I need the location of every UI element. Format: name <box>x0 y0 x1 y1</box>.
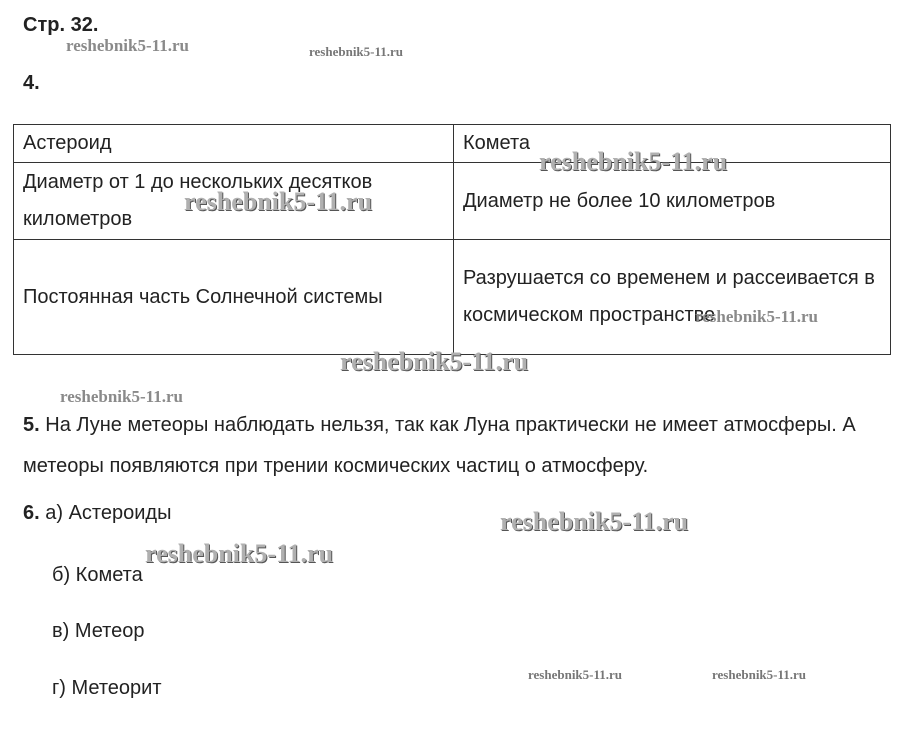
page-title: Стр. 32. <box>23 14 99 36</box>
task-6-first-line <box>23 502 171 525</box>
task-6-answer: б) Комета <box>52 564 143 586</box>
task-5-number: 5. <box>23 414 40 436</box>
table-header-cell: Астероид <box>14 125 454 163</box>
table-header-cell: Комета <box>454 125 891 163</box>
watermark: reshebnik5-11.ru <box>184 187 373 216</box>
table-row <box>14 240 891 355</box>
watermark: reshebnik5-11.ru <box>60 387 183 406</box>
watermark: reshebnik5-11.ru <box>500 507 689 536</box>
table-cell: Разрушается со временем и рассеивается в космическом пространстве <box>454 240 891 355</box>
task-4-number: 4. <box>23 72 40 94</box>
table-cell: Постоянная часть Солнечной системы <box>14 240 454 355</box>
table-cell: Диаметр не более 10 километров <box>454 163 891 240</box>
task-6-answer: г) Метеорит <box>52 677 162 699</box>
watermark: reshebnik5-11.ru <box>66 36 189 55</box>
watermark: reshebnik5-11.ru <box>309 44 404 59</box>
watermark: reshebnik5-11.ru <box>528 667 623 682</box>
watermark: reshebnik5-11.ru <box>712 667 807 682</box>
task-6-number: 6. <box>23 502 40 524</box>
table-header-row <box>14 125 891 163</box>
task-6-answer: в) Метеор <box>52 620 145 642</box>
watermark: reshebnik5-11.ru <box>539 147 728 176</box>
watermark: reshebnik5-11.ru <box>145 539 334 568</box>
task-6-answer: а) Астероиды <box>45 502 172 524</box>
table-cell: Диаметр от 1 до нескольких десятков километров <box>14 163 454 240</box>
task-5-text: На Луне метеоры наблюдать нельзя, так как Луна практически не имеет атмосферы. А метеоры появляются при трении космических частиц о атмосферу. <box>23 414 856 477</box>
table-row <box>14 163 891 240</box>
watermark: reshebnik5-11.ru <box>695 307 818 326</box>
task-5-paragraph <box>23 405 883 487</box>
watermark: reshebnik5-11.ru <box>340 347 529 376</box>
